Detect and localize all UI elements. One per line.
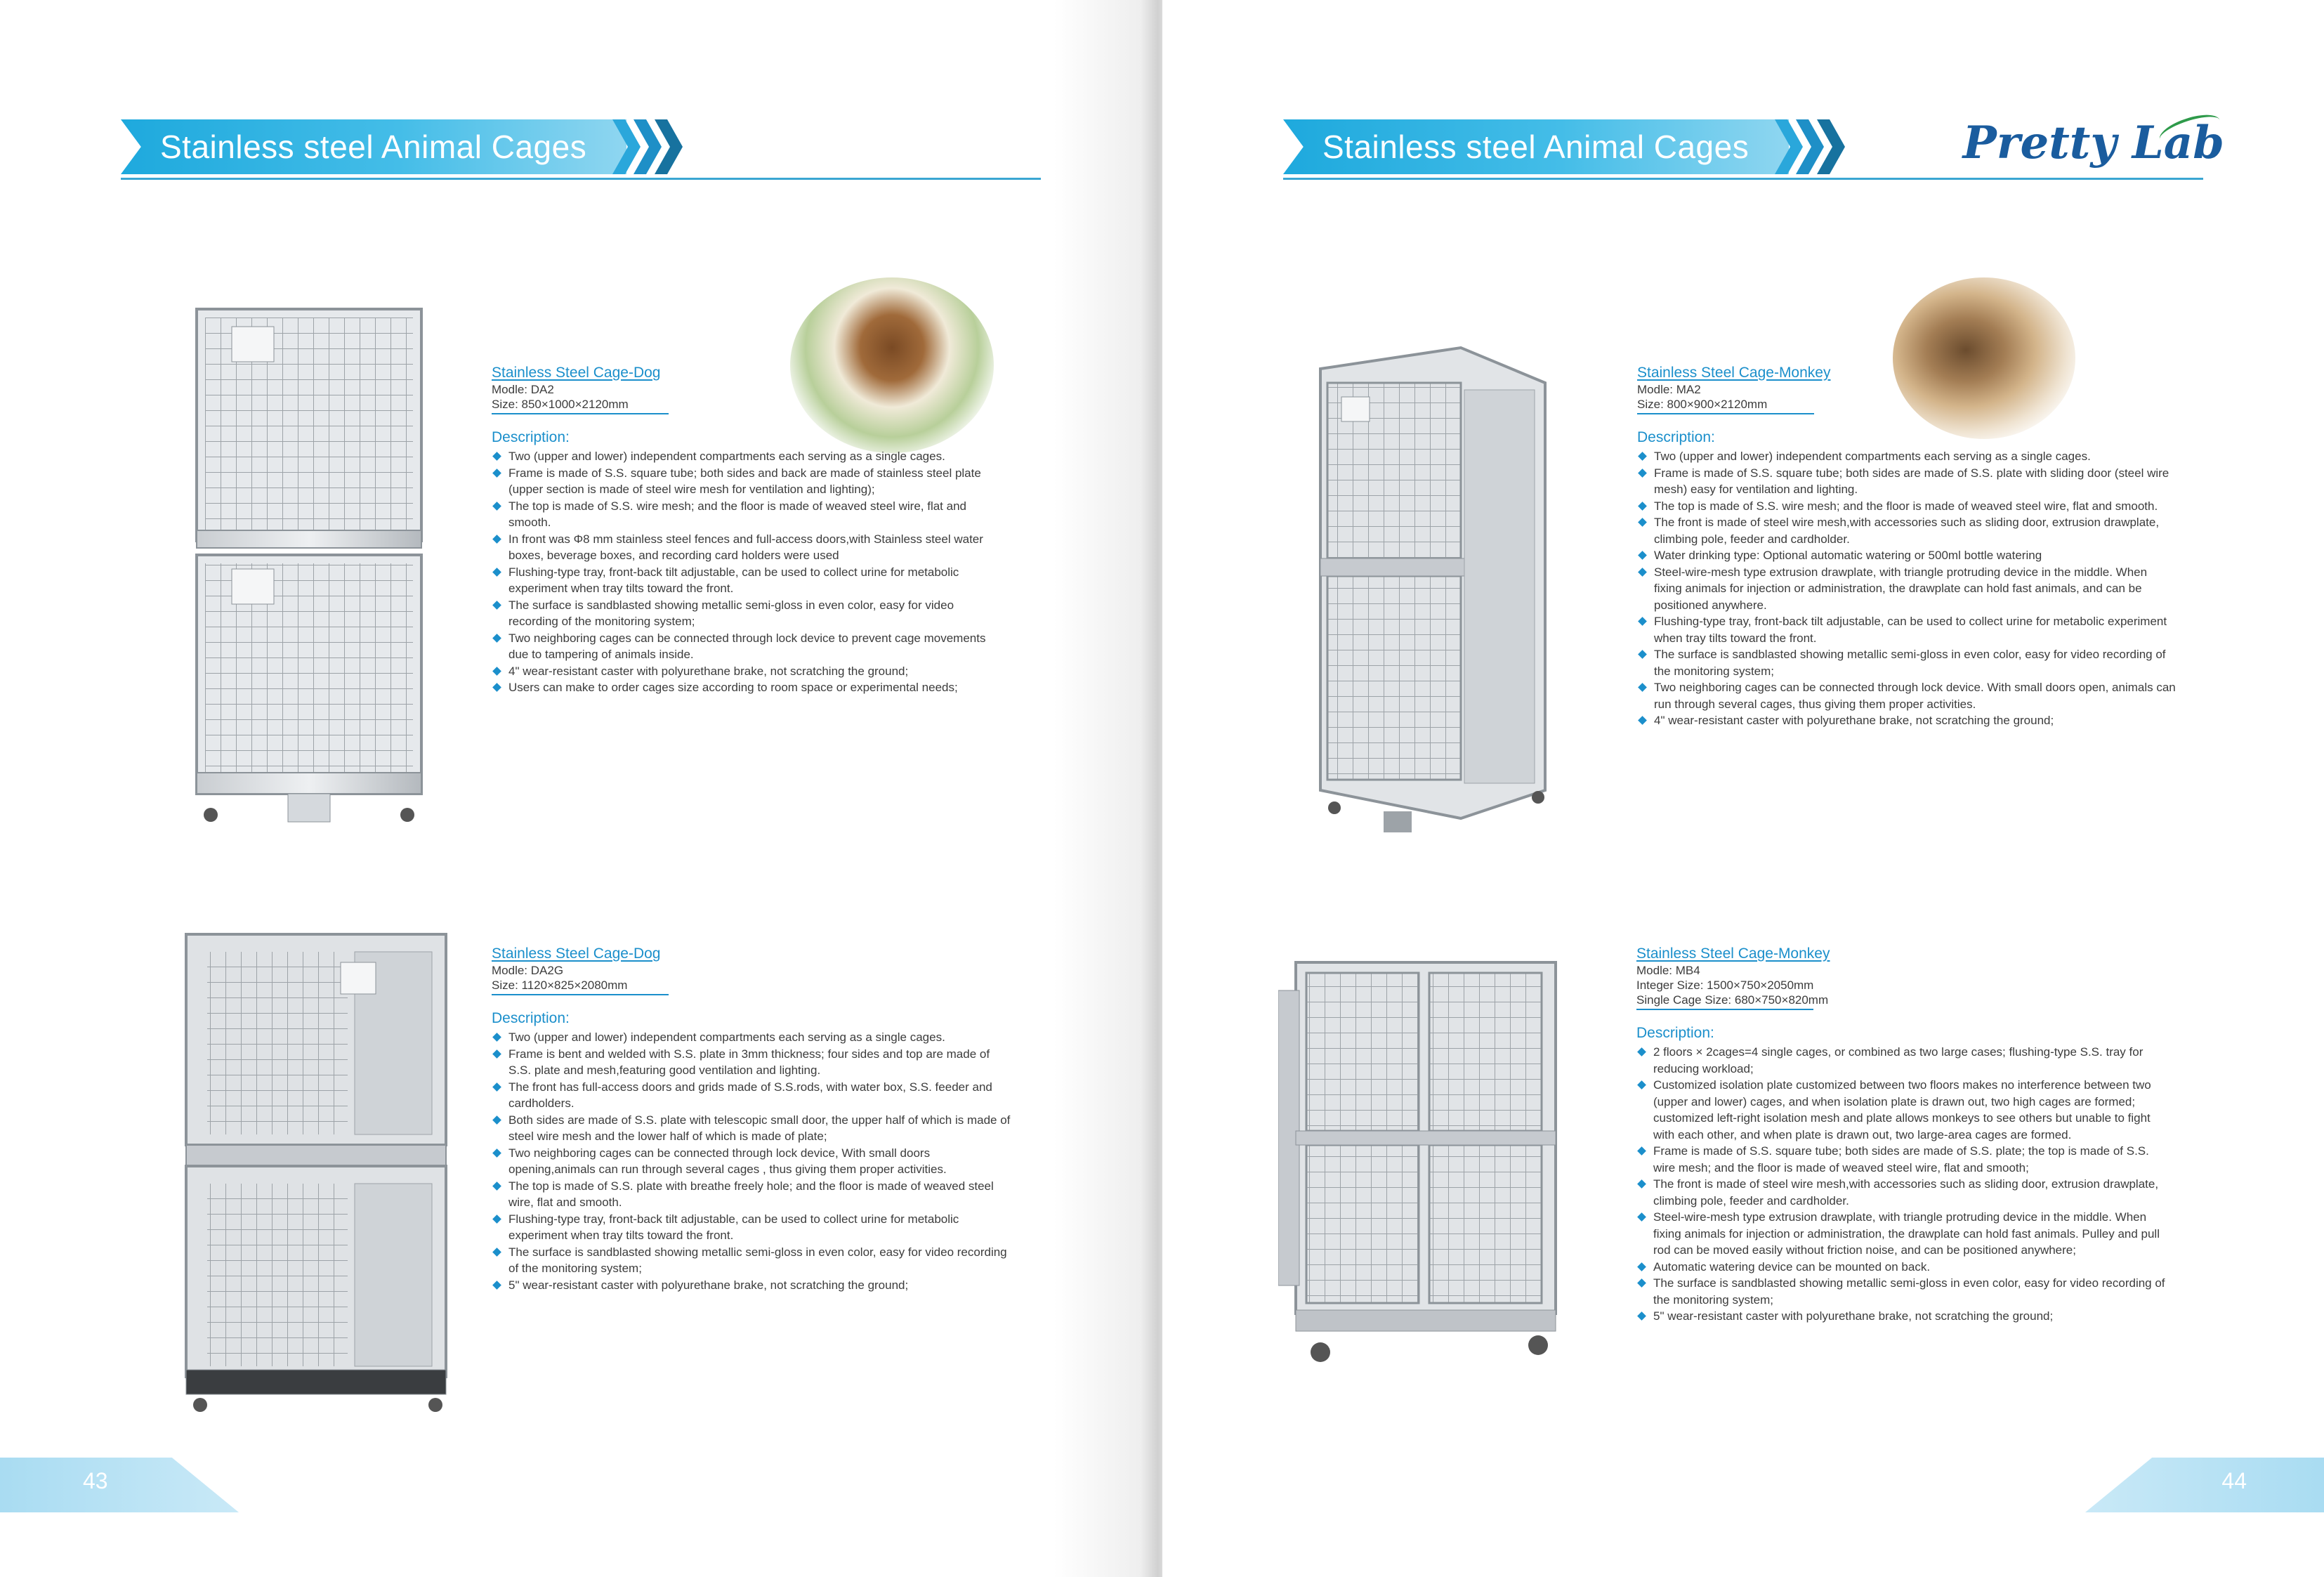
list-item: The surface is sandblasted showing metallic semi-gloss in even color, easy for video recording of the monitoring system; — [492, 597, 997, 630]
left-page — [0, 0, 1152, 1577]
list-item: Frame is bent and welded with S.S. plate in 3mm thickness; four sides and top are made of S.S. plate and mesh,featuring good ventilation and lighting. — [492, 1046, 1011, 1079]
product-title: Stainless Steel Cage-Monkey — [1637, 365, 1831, 381]
list-item: Frame is made of S.S. square tube; both sides are made of S.S. plate; the top is made of S.S. wire mesh; and the floor is made of weaved steel wire, flat and smooth; — [1636, 1143, 2170, 1176]
product-block-mb4 — [1636, 945, 2170, 1325]
list-item: Automatic watering device can be mounted on back. — [1636, 1259, 2170, 1276]
description-label: Description: — [1636, 1025, 1714, 1041]
cage-photo-ma2 — [1306, 341, 1559, 839]
list-item: 5" wear-resistant caster with polyurethane brake, not scratching the ground; — [492, 1277, 1011, 1294]
list-item: Flushing-type tray, front-back tilt adjustable, can be used to collect urine for metabolic experiment when tray tilts toward the front. — [492, 564, 997, 597]
header-rule — [121, 178, 1041, 180]
product-title: Stainless Steel Cage-Monkey — [1636, 945, 1830, 962]
description-list — [492, 1029, 1011, 1293]
description-label: Description: — [1637, 429, 1715, 445]
list-item: Water drinking type: Optional automatic watering or 500ml bottle watering — [1637, 547, 2178, 564]
meta-rule — [1636, 1009, 1813, 1010]
footer-bar — [0, 1458, 239, 1512]
product-title: Stainless Steel Cage-Dog — [492, 945, 661, 962]
list-item: Customized isolation plate customized between two floors makes no interference between two (upper and lower) cages, and when isolation plate is drawn out, two high cages are formed; customized left-right isolation mesh and plate allows monkeys to see others but unable to fight with each other, and when plate is drawn out, two large-area cages are formed. — [1636, 1077, 2170, 1143]
description-label: Description: — [492, 1010, 570, 1026]
list-item: Two (upper and lower) independent compartments each serving as a single cages. — [492, 448, 997, 465]
product-single-cage-size: Single Cage Size: 680×750×820mm — [1636, 993, 1829, 1007]
list-item: 4" wear-resistant caster with polyurethane brake, not scratching the ground; — [492, 663, 997, 680]
meta-rule — [492, 413, 669, 414]
product-model: Modle: DA2G — [492, 964, 564, 977]
list-item: Two neighboring cages can be connected through lock device. With small doors open, animals can run through several cages, thus giving them proper activities. — [1637, 679, 2178, 712]
list-item: Both sides are made of S.S. plate with telescopic small door, the upper half of which is made of steel wire mesh and the lower half of which is made of plate; — [492, 1112, 1011, 1145]
list-item: The surface is sandblasted showing metallic semi-gloss in even color, easy for video recording of the monitoring system; — [1636, 1275, 2170, 1308]
list-item: Flushing-type tray, front-back tilt adjustable, can be used to collect urine for metabolic experiment when tray tilts toward the front. — [1637, 613, 2178, 646]
banner-title: Stainless steel Animal Cages — [1322, 129, 1749, 165]
list-item: The top is made of S.S. wire mesh; and the floor is made of weaved steel wire, flat and smooth. — [1637, 498, 2178, 515]
footer-bar — [2085, 1458, 2324, 1512]
list-item: The surface is sandblasted showing metallic semi-gloss in even color, easy for video recording of the monitoring system; — [492, 1244, 1011, 1277]
list-item: Two neighboring cages can be connected through lock device to prevent cage movements due to tampering of animals inside. — [492, 630, 997, 663]
product-integer-size: Integer Size: 1500×750×2050mm — [1636, 979, 1814, 992]
cage-photo-da2 — [190, 302, 428, 836]
product-model: Modle: MA2 — [1637, 383, 1701, 396]
product-size: Size: 850×1000×2120mm — [492, 398, 629, 411]
product-size: Size: 1120×825×2080mm — [492, 979, 628, 992]
meta-rule — [492, 994, 669, 995]
list-item: Steel-wire-mesh type extrusion drawplate, with triangle protruding device in the middle. When fixing animals for injection or administration, the drawplate can hold fast animals. Pulley and pull rod can be moved easily without friction noise, and can be positioned anywhere; — [1636, 1209, 2170, 1259]
product-model: Modle: MB4 — [1636, 964, 1700, 977]
list-item: Two (upper and lower) independent compartments each serving as a single cages. — [1637, 448, 2178, 465]
section-banner — [1283, 119, 1845, 174]
product-title: Stainless Steel Cage-Dog — [492, 365, 661, 381]
list-item: The front is made of steel wire mesh,with accessories such as sliding door, extrusion drawplate, climbing pole, feeder and cardholder. — [1637, 514, 2178, 547]
description-list — [492, 448, 997, 696]
product-block-ma2 — [1637, 364, 2178, 729]
section-banner — [121, 119, 683, 174]
list-item: Two (upper and lower) independent compartments each serving as a single cages. — [492, 1029, 1011, 1046]
list-item: 5" wear-resistant caster with polyurethane brake, not scratching the ground; — [1636, 1308, 2170, 1325]
list-item: Two neighboring cages can be connected through lock device, With small doors opening,animals can run through several cages , thus giving them proper activities. — [492, 1145, 1011, 1178]
list-item: The front is made of steel wire mesh,with accessories such as sliding door, extrusion drawplate, climbing pole, feeder and cardholder. — [1636, 1176, 2170, 1209]
list-item: The surface is sandblasted showing metallic semi-gloss in even color, easy for video recording of the monitoring system; — [1637, 646, 2178, 679]
list-item: 4" wear-resistant caster with polyurethane brake, not scratching the ground; — [1637, 712, 2178, 729]
list-item: Frame is made of S.S. square tube; both sides and back are made of stainless steel plate (upper section is made of steel wire mesh for ventilation and lighting); — [492, 465, 997, 498]
meta-rule — [1637, 413, 1814, 414]
list-item: The front has full-access doors and grids made of S.S.rods, with water box, S.S. feeder and cardholders. — [492, 1079, 1011, 1112]
product-size: Size: 800×900×2120mm — [1637, 398, 1768, 411]
cage-photo-mb4 — [1278, 955, 1573, 1370]
description-list — [1636, 1044, 2170, 1325]
product-block-da2 — [492, 364, 997, 696]
description-list — [1637, 448, 2178, 729]
list-item: In front was Φ8 mm stainless steel fences and full-access doors,with Stainless steel water boxes, beverage boxes, and recording card holders were used — [492, 531, 997, 564]
list-item: Users can make to order cages size according to room space or experimental needs; — [492, 679, 997, 696]
cage-photo-da2g — [179, 920, 453, 1419]
list-item: Steel-wire-mesh type extrusion drawplate, with triangle protruding device in the middle. When fixing animals for injection or administration, the drawplate can hold fast animals, and can be positioned anywhere. — [1637, 564, 2178, 614]
product-block-da2g — [492, 945, 1011, 1293]
product-model: Modle: DA2 — [492, 383, 554, 396]
list-item: Frame is made of S.S. square tube; both sides are made of S.S. plate with sliding door (steel wire mesh) easy for ventilation and lighting. — [1637, 465, 2178, 498]
list-item: The top is made of S.S. wire mesh; and the floor is made of weaved steel wire, flat and smooth. — [492, 498, 997, 531]
page-number: 44 — [2221, 1468, 2247, 1493]
description-label: Description: — [492, 429, 570, 445]
page-number: 43 — [83, 1468, 108, 1493]
list-item: Flushing-type tray, front-back tilt adjustable, can be used to collect urine for metabolic experiment when tray tilts toward the front. — [492, 1211, 1011, 1244]
right-page — [1162, 0, 2324, 1577]
list-item: The top is made of S.S. plate with breathe freely hole; and the floor is made of weaved steel wire, flat and smooth. — [492, 1178, 1011, 1211]
banner-title: Stainless steel Animal Cages — [160, 129, 587, 165]
pretty-lab-logo: Pretty Lab — [1962, 117, 2224, 169]
list-item: 2 floors × 2cages=4 single cages, or combined as two large cases; flushing-type S.S. tray for reducing workload; — [1636, 1044, 2170, 1077]
header-rule — [1283, 178, 2203, 180]
